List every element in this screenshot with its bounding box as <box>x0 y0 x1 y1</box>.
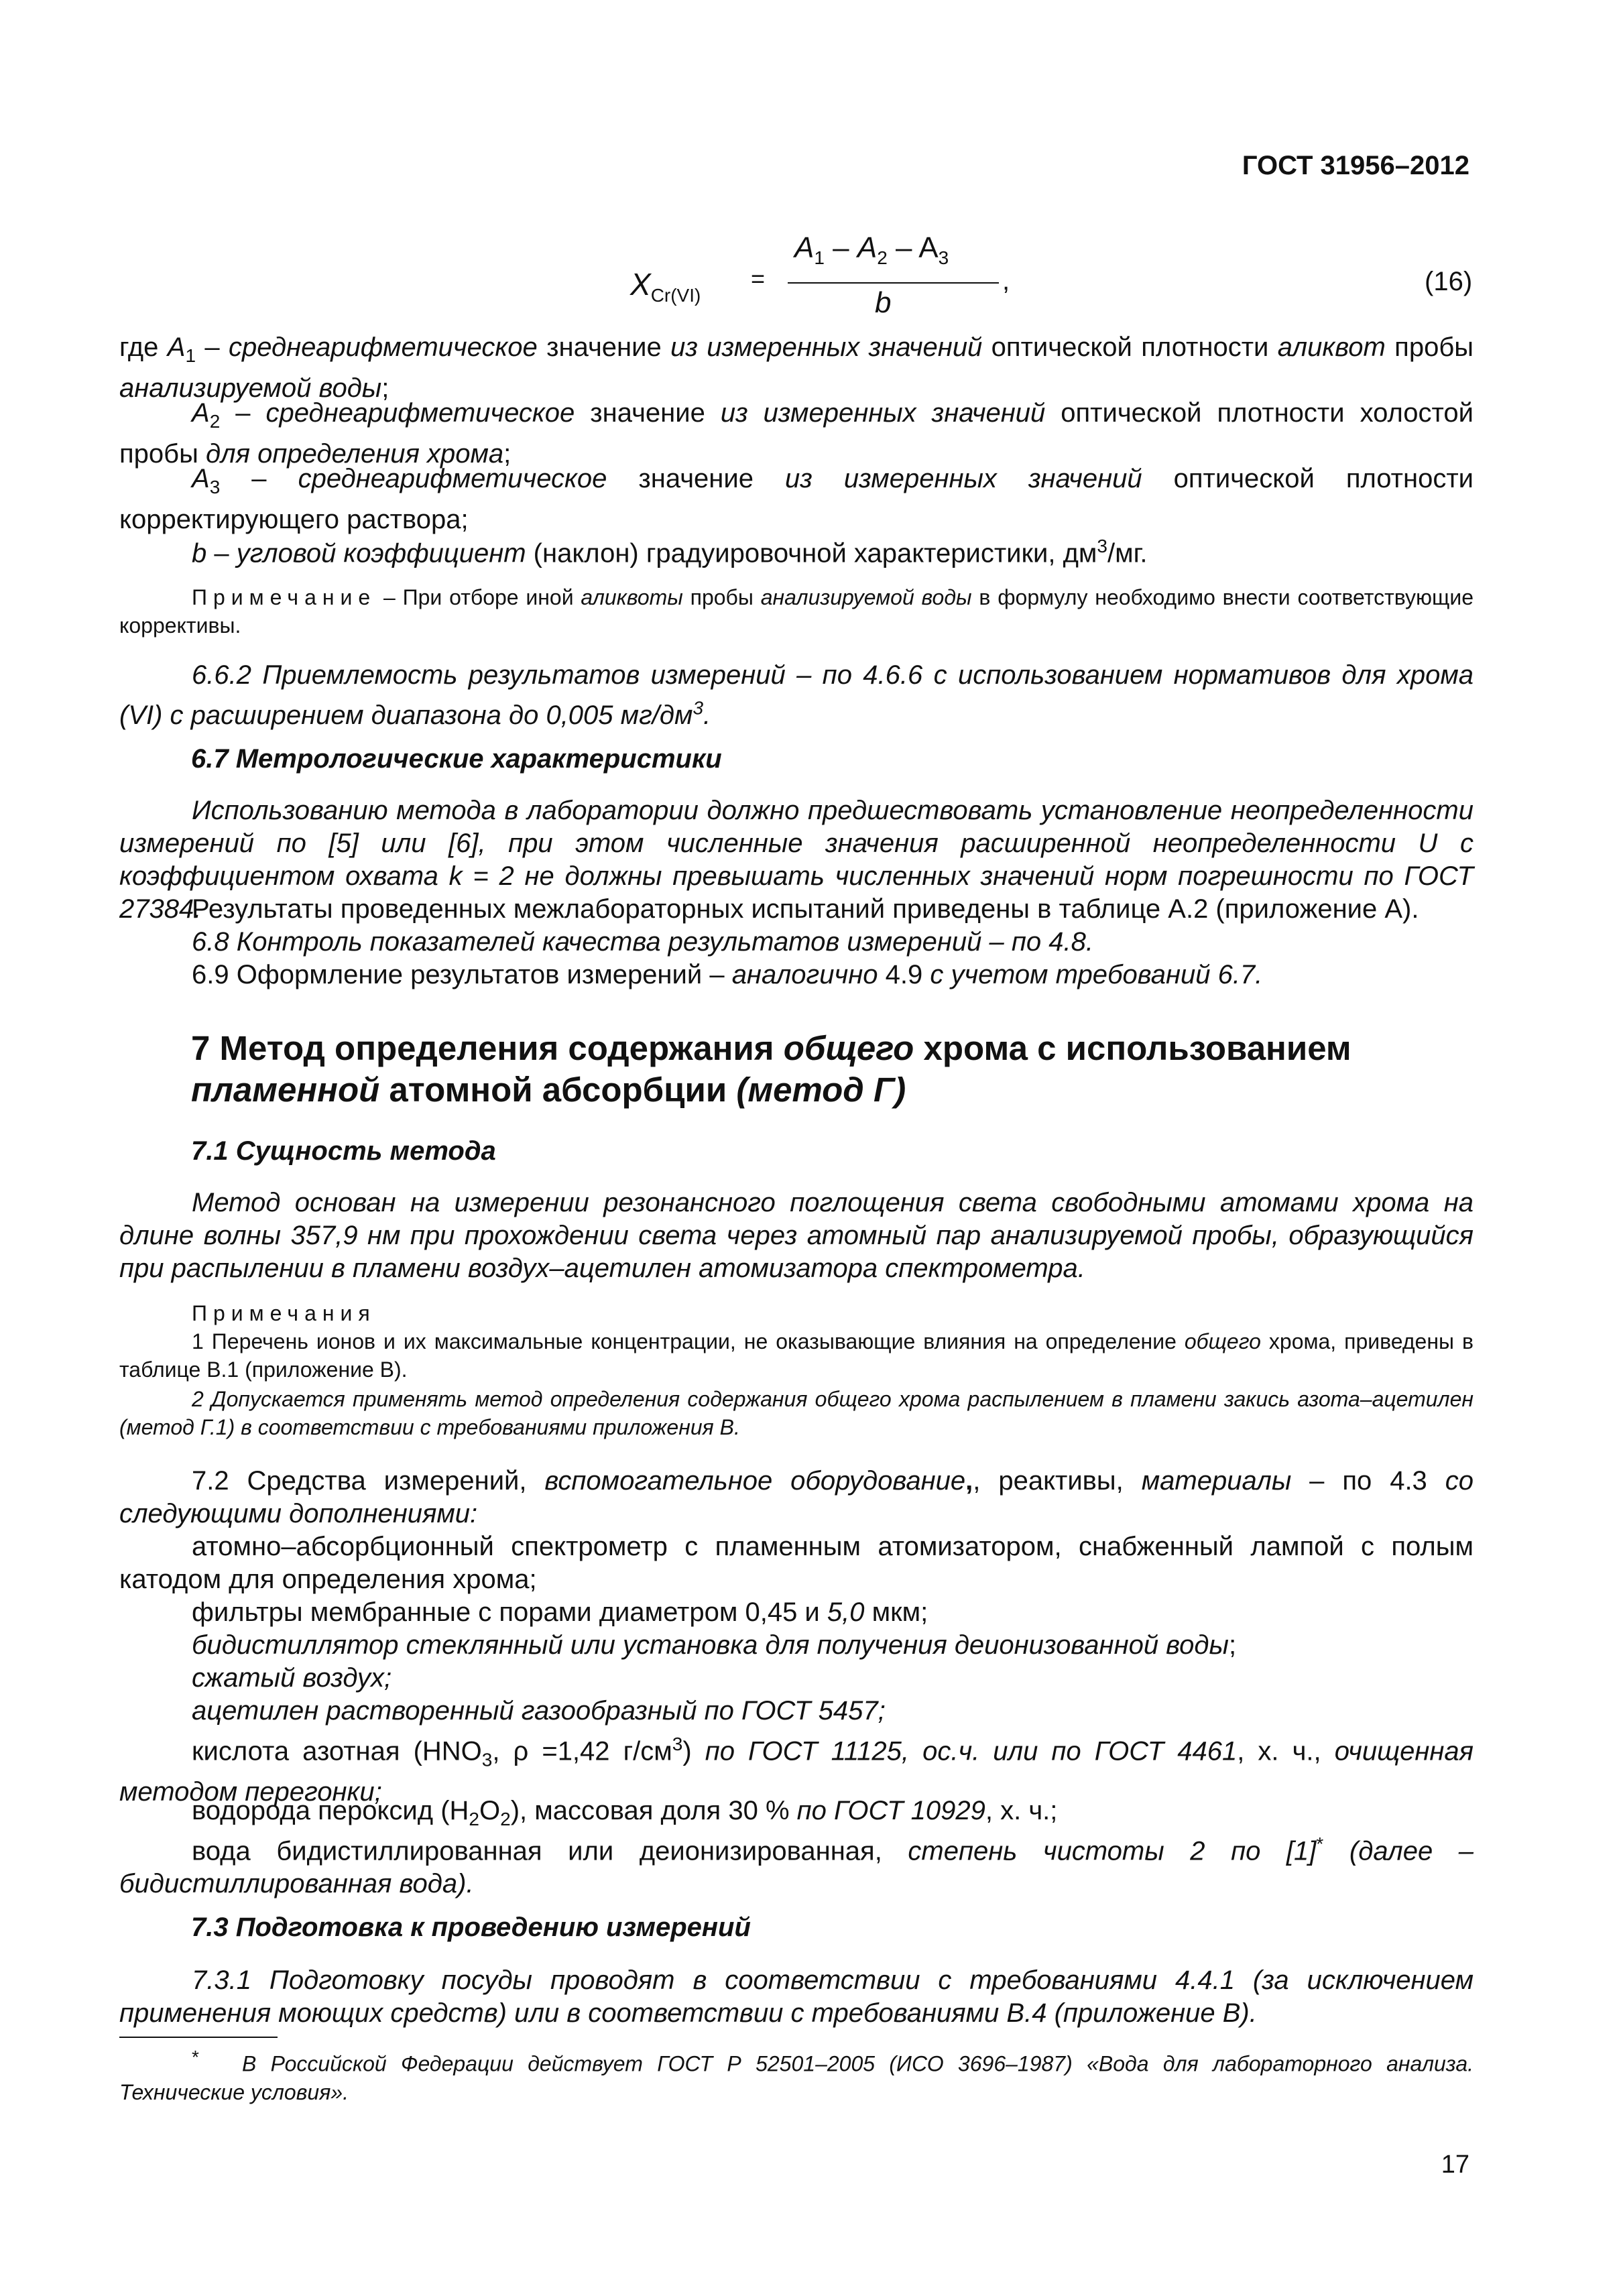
item-peroxide: водорода пероксид $(H_2O_2)$, массовая доля 30 % по ГОСТ 10929, х. ч.; <box>192 1796 1058 1829</box>
section-7-2: 7.2 Средства измерений, вспомогательное оборудование,, реактивы, материалы – по 4.3 со следующими дополнениями: <box>119 1466 1474 1528</box>
section-7-3-1: 7.3.1 Подготовку посуды проводят в соответствии с требованиями 4.4.1 (за исключением применения моющих средств) или в соответствии с требованиями В.4 (приложение В). <box>119 1966 1474 2028</box>
item-acetylene: ацетилен растворенный газообразный по ГОСТ 5457; <box>192 1696 886 1726</box>
equation-number: (16) <box>1425 267 1473 296</box>
formula-comma: , <box>1002 266 1010 296</box>
section-6-8: 6.8 Контроль показателей качества результатов измерений – по 4.8. <box>192 927 1093 957</box>
note-2: 2 Допускается применять метод определения содержания общего хрома распылением в пламени закись азота–ацетилен (метод Г.1) в соответствии с требованиями приложения В. <box>119 1387 1474 1439</box>
item-air: сжатый воздух; <box>192 1663 392 1693</box>
section-7-1-text: Метод основан на измерении резонансного поглощения света свободными атомами хрома на длине волны 357,9 нм при прохождении света через атомный пар анализируемой пробы, образующийся при распылении в пламени воздух–ацетилен атомизатора спектрометра. <box>119 1188 1474 1283</box>
footnote: * В Российской Федерации действует ГОСТ Р 52501–2005 (ИСО 3696–1987) «Вода для лабораторного анализа. Технические условия». <box>119 2047 1474 2104</box>
formula-numerator: $A_1 - A_2 - A_3$ <box>794 231 949 268</box>
definition-b: b – угловой коэффициент (наклон) градуировочной характеристики, $дм^3/мг$. <box>192 536 1148 568</box>
section-6-6-2: 6.6.2 Приемлемость результатов измерений – по 4.6.6 с использованием нормативов для хрома (VI) с расширением диапазона до 0,005 $мг/дм^3$. <box>119 660 1474 731</box>
formula-denominator: b <box>875 286 892 319</box>
note-1: 1 Перечень ионов и их максимальные концентрации, не оказывающие влияния на определение общего хрома, приведены в таблице В.1 (приложение В). <box>119 1329 1474 1382</box>
formula-16 <box>630 231 1010 332</box>
section-6-7-text: Использованию метода в лаборатории должно предшествовать установление неопределенности измерений по [5] или [6], при этом численные значения расширенной неопределенности U с коэффициентом охвата k = 2 не должны превышать численных значений норм погрешности по ГОСТ 27384. <box>119 796 1474 924</box>
item-filters: фильтры мембранные с порами диаметром 0,45 и 5,0 мкм; <box>192 1597 928 1627</box>
item-spectrometer: атомно–абсорбционный спектрометр с пламенным атомизатором, снабженный лампой с полым катодом для определения хрома; <box>119 1532 1474 1594</box>
section-6-9: 6.9 Оформление результатов измерений – аналогично 4.9 с учетом требований 6.7. <box>192 960 1263 989</box>
fraction-bar <box>788 282 999 284</box>
definition-a3: $A_3$ – среднеарифметическое значение из измеренных значений оптической плотности корректирующего раствора; <box>119 464 1474 534</box>
note-label: Примечание <box>192 585 377 609</box>
note-aliquot: Примечание – При отборе иной аликвоты пробы анализируемой воды в формулу необходимо внести соответствующие коррективы. <box>119 585 1474 638</box>
heading-7-1: 7.1 Сущность метода <box>191 1136 496 1166</box>
item-bidistiller: бидистиллятор стеклянный или установка для получения деионизованной воды; <box>192 1630 1237 1660</box>
footnote-rule <box>119 2037 278 2038</box>
item-water: вода бидистиллированная или деионизированная, степень чистоты 2 по [1]* (далее – бидистиллированная вода). <box>119 1833 1474 1899</box>
formula-lhs: $X_{Cr(VI)}$ <box>630 267 701 306</box>
formula-equals: = <box>751 265 766 292</box>
heading-7-3: 7.3 Подготовка к проведению измерений <box>191 1913 751 1942</box>
definition-a2: $A_2$ – среднеарифметическое значение из измеренных значений оптической плотности холостой пробы для определения хрома; <box>119 398 1474 469</box>
heading-6-7: 6.7 Метрологические характеристики <box>191 744 722 774</box>
item-nitric-acid: кислота азотная ($HNO_3$, ρ =1,42 $г/см^3$) по ГОСТ 11125, ос.ч. или по ГОСТ 4461, х. ч., очищенная методом перегонки; <box>119 1734 1474 1807</box>
page-number: 17 <box>1441 2151 1469 2179</box>
heading-section-7: 7 Метод определения содержания общего хрома с использованием пламенной атомной абсорбции (метод Г) <box>191 1029 1351 1109</box>
document-header: ГОСТ 31956–2012 <box>1242 151 1469 180</box>
definition-a1: где $A_1$ – среднеарифметическое значение из измеренных значений оптической плотности аликвот пробы анализируемой воды; <box>119 333 1474 403</box>
section-6-7-results: Результаты проведенных межлабораторных испытаний приведены в таблице А.2 (приложение А). <box>192 894 1419 924</box>
notes-label: Примечания <box>192 1301 376 1325</box>
